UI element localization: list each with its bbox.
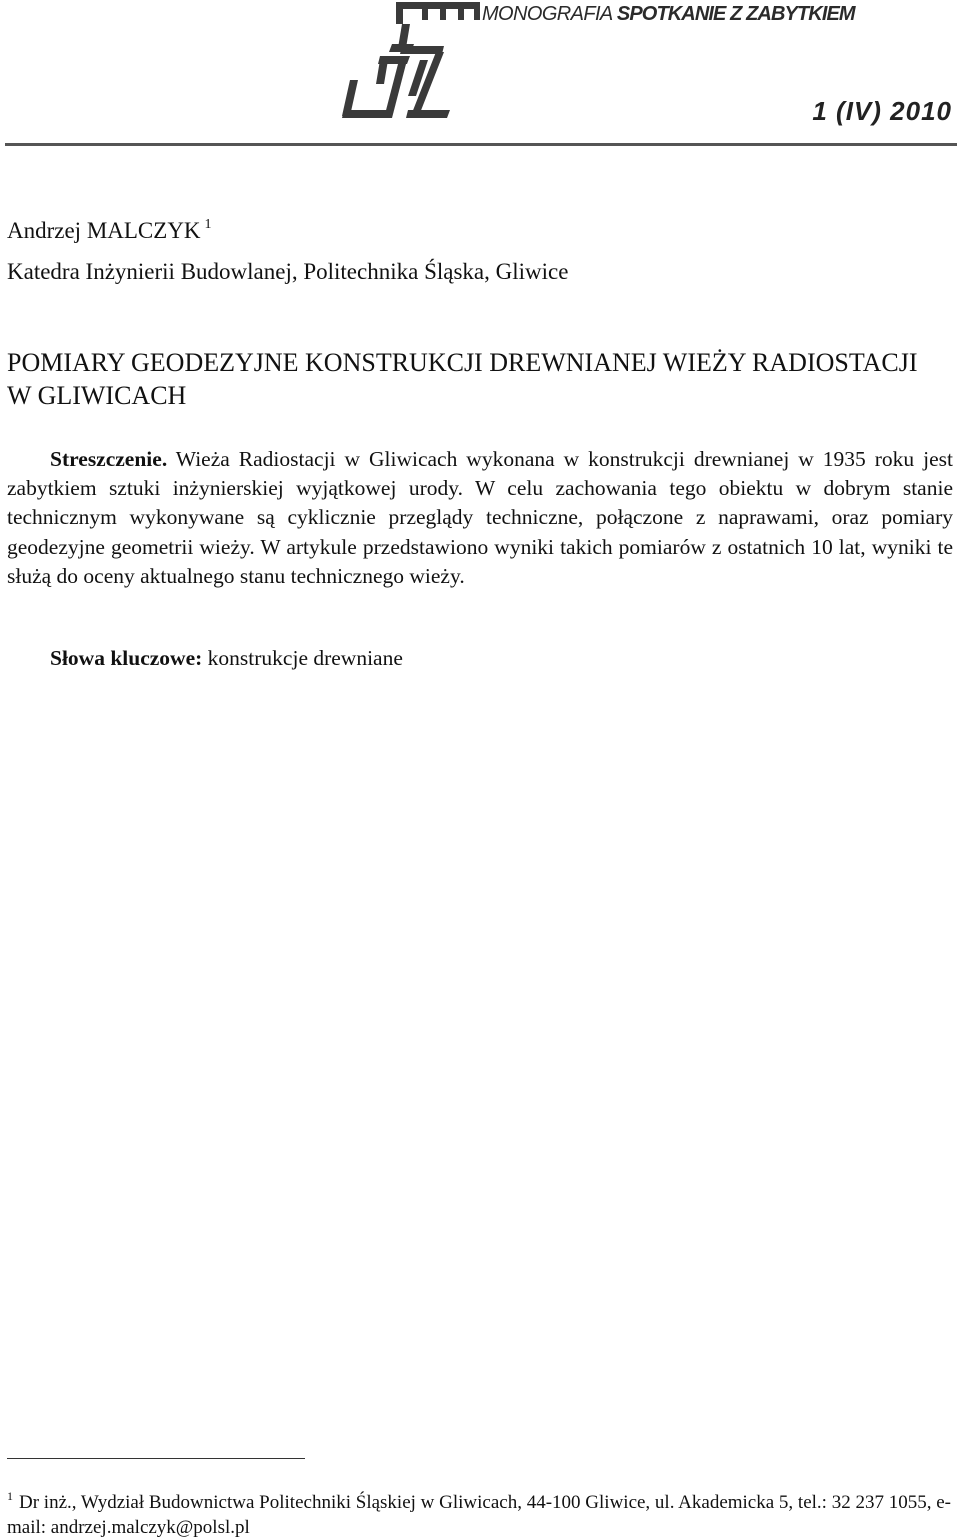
footnote-divider <box>7 1458 305 1459</box>
paper-title: POMIARY GEODEZYJNE KONSTRUKCJI DREWNIANEJ WIEŻY RADIOSTACJI W GLIWICACH <box>7 348 918 410</box>
footnote-mark: 1 <box>7 1489 13 1503</box>
abstract-text: Wieża Radiostacji w Gliwicach wykonana w konstrukcji drewnianej w 1935 roku jest zabytkiem sztuki inżynierskiej wyjątkowej urody. W celu zachowania tego obiektu w dobrym stanie technicznym wykonywane są cyklicznie przeglądy techniczne, połączone z naprawami, oraz pomiary geodezyjne geometrii wieży. W artykule przedstawiono wyniki takich pomiarów z ostatnich 10 lat, wyniki te służą do oceny aktualnego stanu technicznego wieży. <box>7 447 953 588</box>
author-name: Andrzej MALCZYK <box>7 218 201 243</box>
footnote <box>7 1484 952 1540</box>
abstract-label: Streszczenie. <box>50 447 168 471</box>
abstract <box>7 445 953 591</box>
affiliation: Katedra Inżynierii Budowlanej, Politechnika Śląska, Gliwice <box>7 259 569 284</box>
journal-logo-icon <box>340 0 480 132</box>
series-light: MONOGRAFIA <box>482 3 612 25</box>
keywords-label: Słowa kluczowe: <box>50 646 203 670</box>
keywords <box>50 646 403 671</box>
keywords-text: konstrukcje drewniane <box>207 646 403 670</box>
journal-series-title <box>482 3 855 26</box>
header-divider <box>5 143 957 146</box>
footnote-text: Dr inż., Wydział Budownictwa Politechniki Śląskiej w Gliwicach, 44-100 Gliwice, ul. Akademicka 5, tel.: 32 237 1055, e-mail: andrzej.malczyk@polsl.pl <box>7 1492 951 1538</box>
issue-number: 1 (IV) 2010 <box>812 96 952 126</box>
series-bold: SPOTKANIE Z ZABYTKIEM <box>616 3 855 25</box>
author-footnote-mark: 1 <box>204 217 212 232</box>
author-line <box>7 217 212 244</box>
